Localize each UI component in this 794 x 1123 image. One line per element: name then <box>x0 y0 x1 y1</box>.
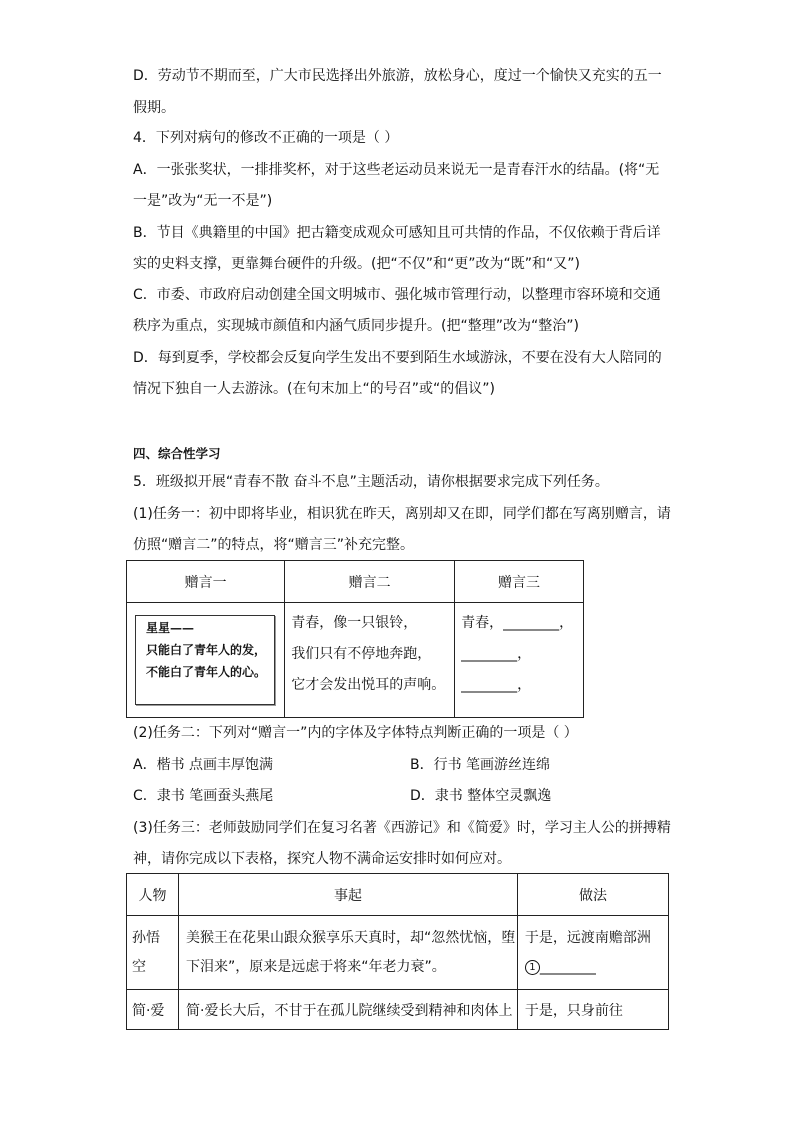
farewell-2-line-2: 我们只有不停地奔跑， <box>291 646 432 662</box>
calligraphy-image <box>135 615 275 705</box>
task2-option-d[interactable]: D．隶书 整体空灵飘逸 <box>410 788 552 804</box>
q3-option-d-line2: 假期。 <box>133 100 175 116</box>
circled-number-one-icon: 1 <box>525 960 540 975</box>
farewell-3-cell <box>455 603 584 718</box>
task2-option-b[interactable]: B．行书 笔画游丝连绵 <box>410 757 551 773</box>
farewell-3-line-2[interactable]: ________， <box>461 646 532 662</box>
row2-action-cell: 于是，只身前往 <box>517 990 668 1030</box>
character-header-name: 人物 <box>127 874 179 916</box>
farewell-header-2: 赠言二 <box>285 561 455 603</box>
section-heading: 四、综合性学习 <box>133 446 221 461</box>
q3-option-d-line1: D．劳动节不期而至，广大市民选择出外旅游，放松身心，度过一个愉快又充实的五一 <box>133 68 662 84</box>
farewell-header-1: 赠言一 <box>127 561 285 603</box>
q5-task3-line1: (3)任务三：老师鼓励同学们在复习名著《西游记》和《简爱》时，学习主人公的拼搏精 <box>133 820 671 836</box>
q4-option-d-line2: 情况下独自一人去游泳。(在句末加上“的号召”或“的倡议”) <box>133 381 495 397</box>
q5-task2-stem: (2)任务二：下列对“赠言一”内的字体及字体特点判断正确的一项是（ ） <box>133 725 578 741</box>
row1-name-line-1: 孙悟 <box>132 930 160 946</box>
row1-event-line-1: 美猴王在花果山跟众猴享乐天真时，却“忽然忧恼，堕 <box>186 930 516 946</box>
q4-stem: 4．下列对病句的修改不正确的一项是（ ） <box>133 130 399 146</box>
calligraphy-cell <box>127 603 285 718</box>
q5-stem: 5．班级拟开展“青春不散 奋斗不息”主题活动，请你根据要求完成下列任务。 <box>133 474 609 490</box>
q4-option-d-line1: D．每到夏季，学校都会反复向学生发出不要到陌生水域游泳，不要在没有大人陪同的 <box>133 350 662 366</box>
q5-task3-line2: 神，请你完成以下表格，探究人物不满命运安排时如何应对。 <box>133 851 511 867</box>
row2-event-cell: 简·爱长大后，不甘于在孤儿院继续受到精神和肉体上 <box>179 990 518 1030</box>
farewell-3-line-3[interactable]: ________， <box>461 677 532 693</box>
q5-task1-line1: (1)任务一：初中即将毕业，相识犹在昨天，离别却又在即，同学们都在写离别赠言，请 <box>133 506 671 522</box>
character-table <box>126 873 669 1030</box>
farewell-2-cell <box>285 603 455 718</box>
row1-name-cell <box>127 916 179 990</box>
task2-option-a[interactable]: A．楷书 点画丰厚饱满 <box>133 757 274 773</box>
row1-action-cell <box>517 916 668 990</box>
row2-name-cell: 简·爱 <box>127 990 179 1030</box>
farewell-table <box>126 560 584 718</box>
q4-option-a-line2: 一是”改为“无一不是”) <box>133 193 273 209</box>
character-header-event: 事起 <box>179 874 518 916</box>
row1-name-line-2: 空 <box>132 959 146 975</box>
farewell-2-line-3: 它才会发出悦耳的声响。 <box>291 677 446 693</box>
character-header-action: 做法 <box>517 874 668 916</box>
row1-action-line-2[interactable] <box>525 957 668 977</box>
row1-event-cell <box>179 916 518 990</box>
q4-option-b-line1: B．节目《典籍里的中国》把古籍变成观众可感知且可共情的作品，不仅依赖于背后详 <box>133 225 661 241</box>
farewell-2-line-1: 青春，像一只银铃， <box>291 615 418 631</box>
row1-action-line-1: 于是，远渡南赡部洲 <box>524 930 651 946</box>
calligraphy-line-2: 只能白了青年人的发， <box>146 643 267 657</box>
q4-option-b-line2: 实的史料支撑，更靠舞台硬件的升级。(把“不仅”和“更”改为“既”和“又”) <box>133 256 580 272</box>
calligraphy-line-1: 星星—— <box>146 621 195 635</box>
row1-action-blank[interactable]: ________ <box>539 959 596 975</box>
row1-event-line-2: 下泪来”，原来是远虑于将来“年老力衰”。 <box>186 959 446 975</box>
q4-option-c-line2: 秩序为重点，实现城市颜值和内涵气质同步提升。(把“整理”改为“整治”) <box>133 318 579 334</box>
task2-option-c[interactable]: C．隶书 笔画蚕头燕尾 <box>133 788 274 804</box>
q4-option-a-line1: A．一张张奖状，一排排奖杯，对于这些老运动员来说无一是青春汗水的结晶。(将“无 <box>133 162 660 178</box>
calligraphy-line-3: 不能白了青年人的心。 <box>146 665 267 679</box>
q5-task1-line2: 仿照“赠言二”的特点，将“赠言三”补充完整。 <box>133 537 415 553</box>
farewell-header-3: 赠言三 <box>455 561 584 603</box>
farewell-3-line-1[interactable]: 青春，________， <box>461 615 574 631</box>
q4-option-c-line1: C．市委、市政府启动创建全国文明城市、强化城市管理行动，以整理市容环境和交通 <box>133 287 661 303</box>
